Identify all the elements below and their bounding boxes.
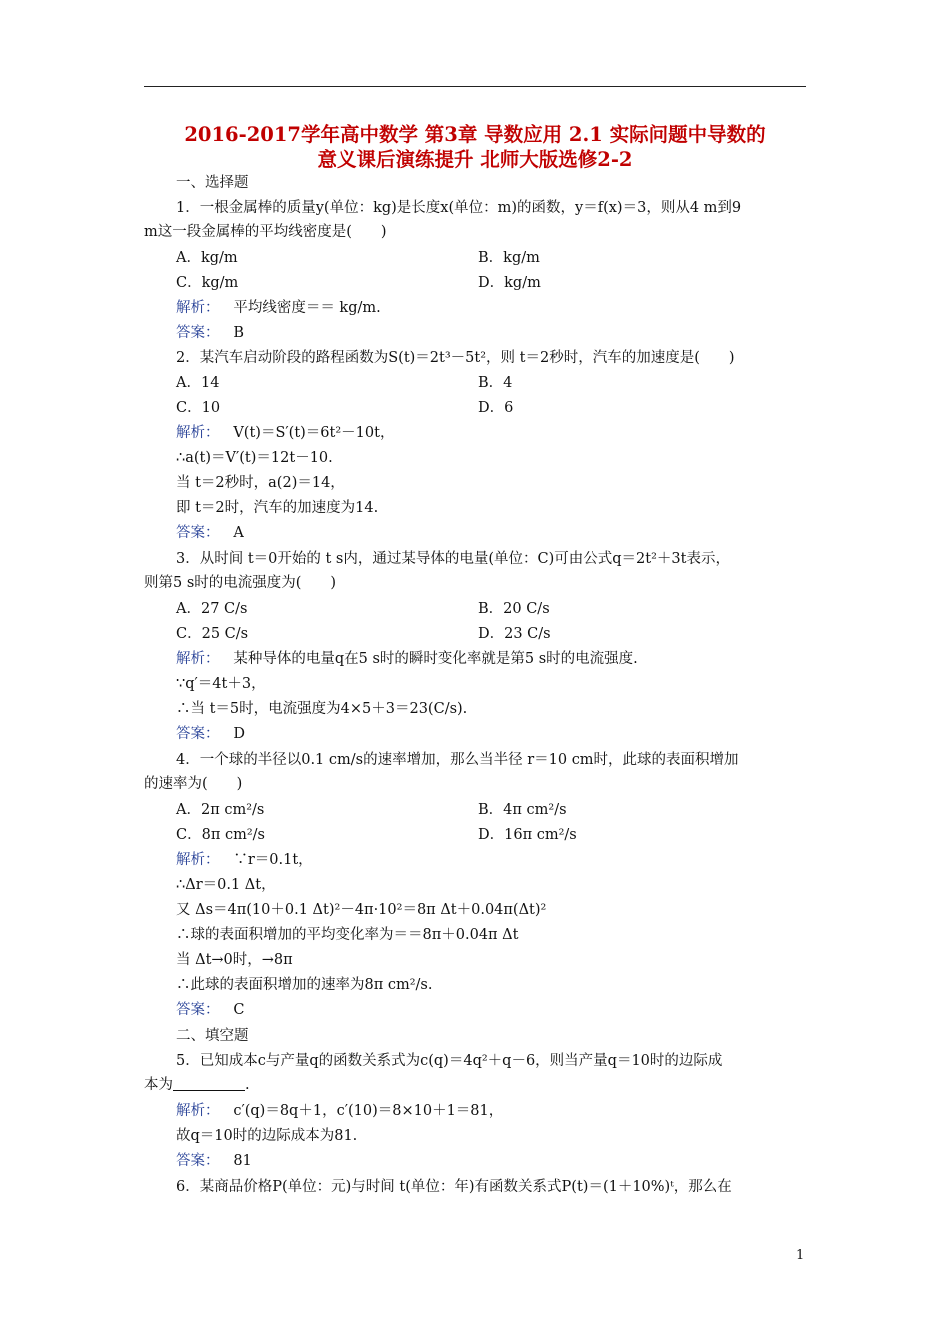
q3-stem-2: 则第5 s时的电流强度为( ) (144, 575, 337, 591)
q3-option-d: D．23 C/s (478, 626, 551, 642)
q4-answer: 答案： C (176, 1002, 245, 1018)
section-fill: 二、填空题 (176, 1028, 249, 1044)
section-choice: 一、选择题 (176, 175, 249, 191)
q6-stem-1: 6．某商品价格P(单位：元)与时间 t(单位：年)有函数关系式P(t)＝(1＋10%)ᵗ，那么在 (176, 1179, 732, 1195)
q4-option-c: C．8π cm²/s (176, 827, 265, 843)
q3-option-b: B．20 C/s (478, 601, 550, 617)
q2-analysis-2: ∴a(t)＝V′(t)＝12t－10. (176, 450, 333, 466)
q1-option-b: B．kg/m (478, 250, 540, 266)
q4-analysis-2: ∴Δr＝0.1 Δt， (176, 877, 276, 893)
q3-stem-1: 3．从时间 t＝0开始的 t s内，通过某导体的电量(单位：C)可由公式q＝2t²＋3t表示， (176, 551, 730, 567)
q4-option-a: A．2π cm²/s (176, 802, 265, 818)
q3-option-c: C．25 C/s (176, 626, 249, 642)
doc-title-line2: 意义课后演练提升 北师大版选修2-2 (317, 148, 633, 171)
q2-analysis: 解析： V(t)＝S′(t)＝6t²－10t， (176, 425, 395, 441)
q1-stem-2: m这一段金属棒的平均线密度是( ) (144, 224, 387, 240)
q5-analysis-2: 故q＝10时的边际成本为81. (176, 1128, 358, 1144)
q3-option-a: A．27 C/s (176, 601, 248, 617)
q4-stem-1: 4．一个球的半径以0.1 cm/s的速率增加，那么当半径 r＝10 cm时，此球的表面积增加 (176, 752, 739, 768)
q5-answer-blank (173, 1076, 245, 1091)
q5-analysis: 解析： c′(q)＝8q＋1，c′(10)＝8×10＋1＝81， (176, 1103, 504, 1119)
q2-answer: 答案： A (176, 525, 244, 541)
q4-analysis-5: 当 Δt→0时，→8π (176, 952, 293, 968)
q4-option-d: D．16π cm²/s (478, 827, 577, 843)
q4-analysis: 解析： ∵r＝0.1t， (176, 852, 313, 868)
q1-option-a: A．kg/m (176, 250, 238, 266)
q2-stem-1: 2．某汽车启动阶段的路程函数为S(t)＝2t³－5t²，则 t＝2秒时，汽车的加速度是( ) (176, 350, 735, 366)
q3-answer: 答案： D (176, 726, 245, 742)
q1-option-c: C．kg/m (176, 275, 239, 291)
header-rule (144, 86, 806, 87)
q2-option-c: C．10 (176, 400, 221, 416)
q5-answer: 答案： 81 (176, 1153, 252, 1169)
q3-analysis-3: ∴当 t＝5时，电流强度为4×5＋3＝23(C/s). (176, 701, 468, 717)
q4-option-b: B．4π cm²/s (478, 802, 567, 818)
q1-analysis: 解析： 平均线密度＝＝ kg/m. (176, 300, 381, 316)
q5-stem-2: 本为 . (144, 1077, 250, 1093)
page-number: 1 (796, 1248, 805, 1263)
q4-analysis-4: ∴球的表面积增加的平均变化率为＝＝8π＋0.04π Δt (176, 927, 519, 943)
q2-option-d: D．6 (478, 400, 514, 416)
q4-stem-2: 的速率为( ) (144, 776, 243, 792)
q4-analysis-6: ∴此球的表面积增加的速率为8π cm²/s. (176, 977, 433, 993)
q2-option-a: A．14 (176, 375, 220, 391)
q2-analysis-3: 当 t＝2秒时，a(2)＝14， (176, 475, 345, 491)
q2-option-b: B．4 (478, 375, 513, 391)
q5-stem-1: 5．已知成本c与产量q的函数关系式为c(q)＝4q²＋q－6，则当产量q＝10时的边际成 (176, 1053, 723, 1069)
q3-analysis-2: ∵q′＝4t＋3， (176, 676, 266, 692)
q1-option-d: D．kg/m (478, 275, 541, 291)
q3-analysis: 解析： 某种导体的电量q在5 s时的瞬时变化率就是第5 s时的电流强度. (176, 651, 638, 667)
q2-analysis-4: 即 t＝2时，汽车的加速度为14. (176, 500, 379, 516)
q4-analysis-3: 又 Δs＝4π(10＋0.1 Δt)²－4π·10²＝8π Δt＋0.04π(Δt)² (176, 902, 547, 918)
doc-title-line1: 2016-2017学年高中数学 第3章 导数应用 2.1 实际问题中导数的 (184, 123, 766, 146)
q1-stem-1: 1．一根金属棒的质量y(单位：kg)是长度x(单位：m)的函数，y＝f(x)＝3，则从4 m到9 (176, 200, 742, 216)
q1-answer: 答案： B (176, 325, 244, 341)
